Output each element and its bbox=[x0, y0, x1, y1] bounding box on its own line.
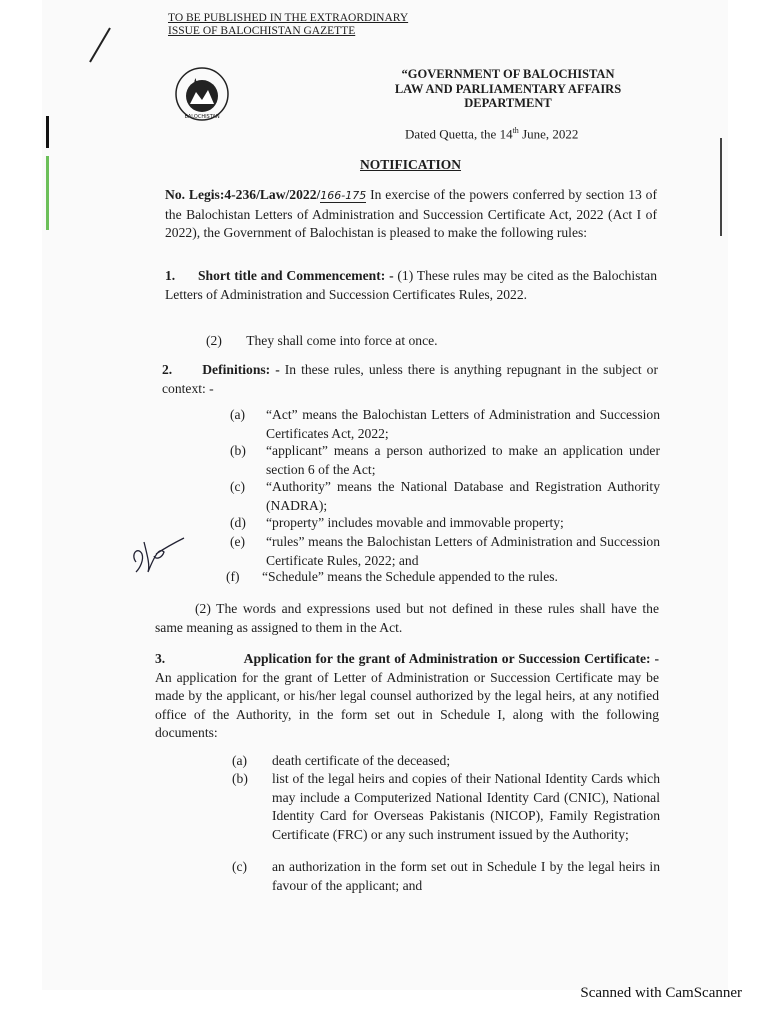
pen-stroke-mark bbox=[86, 26, 116, 66]
date-sup: th bbox=[512, 126, 519, 135]
definition-label: (a) bbox=[230, 407, 246, 422]
margin-mark-green bbox=[46, 156, 49, 230]
rule-2-number: 2. bbox=[162, 362, 173, 377]
intro-paragraph bbox=[165, 186, 657, 243]
definition-label: (f) bbox=[226, 569, 240, 584]
rule-1-text: (1) These rules may be cited as the Balochistan Letters of Administration and Succession Certificates Rules, 2022. bbox=[165, 268, 657, 302]
definition-text: “rules” means the Balochistan Letters of Administration and Succession Certificate Rules, 2022; and bbox=[266, 534, 660, 568]
date-prefix: Dated Quetta, the 14 bbox=[405, 126, 513, 142]
margin-mark-right bbox=[720, 138, 722, 236]
gazette-line-1: TO BE PUBLISHED IN THE EXTRAORDINARY bbox=[168, 12, 409, 24]
rule-2-paragraph bbox=[162, 361, 658, 398]
document-item-label: (a) bbox=[232, 753, 248, 768]
rule-2-heading: Definitions: - bbox=[202, 362, 280, 377]
definition-label: (d) bbox=[230, 515, 246, 530]
definition-text: “Act” means the Balochistan Letters of Administration and Succession Certificates Act, 2022; bbox=[266, 407, 660, 441]
rule-3-text: An application for the grant of Letter of Administration or Succession Certificate may be made by the applicant, or his/her legal counsel authorized by the legal heirs, at any notified office of the Authority, in the form set out in Schedule I, along with the following documents: bbox=[155, 669, 659, 741]
gazette-line-2: ISSUE OF BALOCHISTAN GAZETTE bbox=[168, 25, 356, 37]
rule-1-number: 1. bbox=[165, 268, 176, 283]
definition-text: “property” includes movable and immovable property; bbox=[266, 515, 564, 530]
balochistan-emblem-logo bbox=[174, 66, 230, 122]
definition-text: “Authority” means the National Database and Registration Authority (NADRA); bbox=[266, 479, 660, 513]
rule-3-heading-line-2: Certificate: - bbox=[584, 651, 659, 666]
notification-title: NOTIFICATION bbox=[360, 157, 462, 172]
definition-label: (c) bbox=[230, 479, 246, 494]
margin-mark bbox=[46, 116, 49, 148]
handwritten-initials bbox=[126, 532, 186, 576]
document-item-text: death certificate of the deceased; bbox=[272, 753, 451, 768]
government-title bbox=[360, 67, 656, 111]
rule-1-sub-2-text: They shall come into force at once. bbox=[246, 333, 438, 348]
government-line-2: LAW AND PARLIAMENTARY AFFAIRS bbox=[394, 81, 622, 96]
document-item-text: list of the legal heirs and copies of their National Identity Cards which may include a Computerized National Identity Card (CNIC), National Identity Card for Overseas Pakistanis (NICOP), Family Registration Certificate (FRC) or any such instrument issued by the Authority; bbox=[272, 771, 660, 842]
rule-1-heading: Short title and Commencement: - bbox=[197, 268, 394, 283]
rule-1-paragraph bbox=[165, 267, 657, 304]
document-item-label: (b) bbox=[232, 771, 248, 786]
definition-text: “Schedule” means the Schedule appended to the rules. bbox=[262, 569, 558, 584]
rule-3-heading-line-1: Application for the grant of Administration or Succession bbox=[243, 651, 581, 666]
camscanner-watermark: Scanned with CamScanner bbox=[580, 985, 742, 1001]
intro-text: In exercise of the powers conferred by section 13 of the Balochistan Letters of Administration and Succession Certificate Act, 2022 (Act I of 2022), the Government of Balochistan is pleased to make the following rules: bbox=[165, 187, 657, 241]
svg-text:BALOCHISTAN: BALOCHISTAN bbox=[184, 114, 220, 120]
rule-3-number: 3. bbox=[155, 651, 166, 666]
government-line-3: DEPARTMENT bbox=[464, 96, 552, 110]
rule-2-text: In these rules, unless there is anything repugnant in the subject or context: - bbox=[162, 362, 659, 396]
rule-2-sub-2: (2) The words and expressions used but not defined in these rules shall have the same meaning as assigned to them in the Act. bbox=[155, 601, 659, 635]
rule-3-paragraph bbox=[155, 650, 659, 743]
definition-text: “applicant” means a person authorized to make an application under section 6 of the Act; bbox=[266, 443, 660, 477]
definition-label: (e) bbox=[230, 534, 246, 549]
rule-1-sub-2 bbox=[206, 332, 438, 351]
handwritten-number: 166-175 bbox=[320, 189, 367, 202]
definition-label: (b) bbox=[230, 443, 246, 458]
document-item-label: (c) bbox=[232, 859, 248, 874]
date-line bbox=[405, 126, 578, 142]
notification-number: No. Legis:4-236/Law/2022/ bbox=[165, 187, 321, 202]
government-line-1: “GOVERNMENT OF BALOCHISTAN bbox=[401, 67, 615, 81]
document-item-text: an authorization in the form set out in Schedule I by the legal heirs in favour of the applicant; and bbox=[272, 859, 660, 893]
rule-1-sub-2-label: (2) bbox=[206, 333, 222, 348]
date-suffix: June, 2022 bbox=[518, 126, 579, 142]
